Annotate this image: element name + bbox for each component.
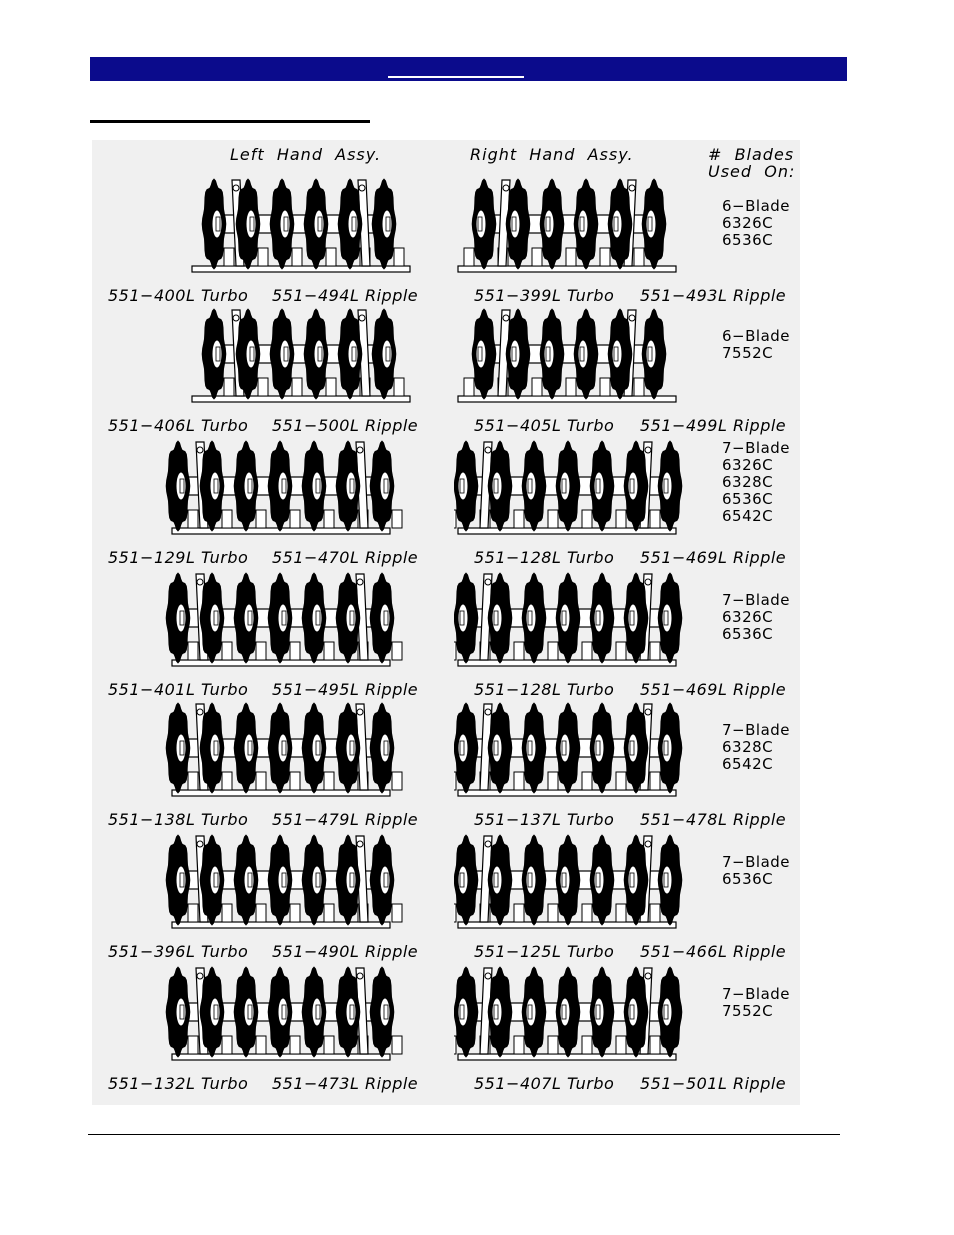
right-ripple-part-number: 551−499L Ripple (640, 416, 787, 435)
left-hand-assy-heading: Left Hand Assy. (230, 145, 382, 164)
left-ripple-part-number: 551−500L Ripple (272, 416, 419, 435)
blade-count-label: 6−Blade (722, 197, 791, 215)
model-number: 6328C (722, 473, 774, 491)
right-ripple-part-number: 551−493L Ripple (640, 286, 787, 305)
right-turbo-part-number: 551−128L Turbo (474, 548, 615, 567)
left-hand-assembly-drawing (164, 572, 404, 672)
right-ripple-part-number: 551−501L Ripple (640, 1074, 787, 1093)
right-turbo-part-number: 551−125L Turbo (474, 942, 615, 961)
right-hand-assembly-drawing (454, 440, 694, 540)
right-ripple-part-number: 551−466L Ripple (640, 942, 787, 961)
model-number: 6328C (722, 738, 774, 756)
model-number: 6536C (722, 625, 774, 643)
blades-used-on-heading-line1: # Blades (708, 145, 795, 164)
left-turbo-part-number: 551−132L Turbo (108, 1074, 249, 1093)
blades-used-on-list (722, 722, 790, 773)
right-hand-assembly-drawing (454, 308, 694, 408)
left-ripple-part-number: 551−494L Ripple (272, 286, 419, 305)
left-turbo-part-number: 551−129L Turbo (108, 548, 249, 567)
right-hand-assembly-drawing (454, 178, 694, 278)
right-hand-assembly-drawing (454, 572, 694, 672)
model-number: 6536C (722, 231, 774, 249)
blade-count-label: 7−Blade (722, 985, 791, 1003)
blades-used-on-list (722, 592, 790, 643)
frame-bar (458, 396, 676, 402)
blades-used-on-list (722, 440, 790, 525)
frame-bar (192, 266, 410, 272)
left-turbo-part-number: 551−400L Turbo (108, 286, 249, 305)
right-ripple-part-number: 551−478L Ripple (640, 810, 787, 829)
right-ripple-part-number: 551−469L Ripple (640, 680, 787, 699)
left-ripple-part-number: 551−473L Ripple (272, 1074, 419, 1093)
blades-used-on-list (722, 986, 790, 1020)
footer-rule (88, 1134, 840, 1135)
header-title-underline (388, 76, 524, 78)
left-hand-assembly-drawing (184, 178, 424, 278)
model-number: 6542C (722, 755, 774, 773)
blade-count-label: 7−Blade (722, 591, 791, 609)
left-hand-assembly-drawing (184, 308, 424, 408)
right-turbo-part-number: 551−407L Turbo (474, 1074, 615, 1093)
model-number: 7552C (722, 344, 774, 362)
left-ripple-part-number: 551−490L Ripple (272, 942, 419, 961)
right-hand-assembly-drawing (454, 834, 694, 934)
right-ripple-part-number: 551−469L Ripple (640, 548, 787, 567)
blades-used-on-list (722, 854, 790, 888)
model-number: 7552C (722, 1002, 774, 1020)
blade-count-label: 7−Blade (722, 853, 791, 871)
section-title-rule (90, 120, 370, 123)
right-turbo-part-number: 551−405L Turbo (474, 416, 615, 435)
left-turbo-part-number: 551−406L Turbo (108, 416, 249, 435)
left-ripple-part-number: 551−495L Ripple (272, 680, 419, 699)
right-turbo-part-number: 551−128L Turbo (474, 680, 615, 699)
right-hand-assembly-drawing (454, 966, 694, 1066)
model-number: 6536C (722, 870, 774, 888)
left-turbo-part-number: 551−401L Turbo (108, 680, 249, 699)
left-hand-assembly-drawing (164, 440, 404, 540)
right-turbo-part-number: 551−399L Turbo (474, 286, 615, 305)
model-number: 6326C (722, 608, 774, 626)
frame-bar (192, 396, 410, 402)
blade-count-label: 7−Blade (722, 721, 791, 739)
blade-count-label: 6−Blade (722, 327, 791, 345)
left-hand-assembly-drawing (164, 966, 404, 1066)
left-ripple-part-number: 551−479L Ripple (272, 810, 419, 829)
left-turbo-part-number: 551−138L Turbo (108, 810, 249, 829)
blades-used-on-heading-line2: Used On: (708, 162, 796, 181)
frame-bar (458, 266, 676, 272)
model-number: 6536C (722, 490, 774, 508)
left-hand-assembly-drawing (164, 702, 404, 802)
model-number: 6326C (722, 214, 774, 232)
blade-count-label: 7−Blade (722, 439, 791, 457)
right-turbo-part-number: 551−137L Turbo (474, 810, 615, 829)
blades-used-on-list (722, 198, 790, 249)
right-hand-assembly-drawing (454, 702, 694, 802)
model-number: 6542C (722, 507, 774, 525)
left-hand-assembly-drawing (164, 834, 404, 934)
model-number: 6326C (722, 456, 774, 474)
left-turbo-part-number: 551−396L Turbo (108, 942, 249, 961)
left-ripple-part-number: 551−470L Ripple (272, 548, 419, 567)
right-hand-assy-heading: Right Hand Assy. (470, 145, 634, 164)
blades-used-on-list (722, 328, 790, 362)
parts-figure (92, 140, 800, 1105)
